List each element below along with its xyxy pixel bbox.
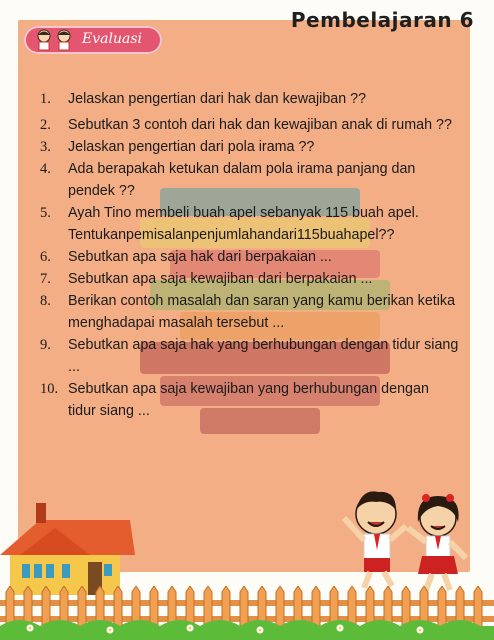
question-item — [40, 88, 460, 110]
question-text: Sebutkan apa saja kewajiban dari berpakaian ... — [68, 271, 373, 287]
kids-icon — [338, 476, 478, 596]
question-item — [40, 202, 460, 246]
question-number: 5. — [40, 205, 51, 221]
question-text: Ayah Tino membeli buah apel sebanyak 115 buah apel. Tentukanpemisalanpenjumlahandari115buahapel?? — [68, 205, 419, 243]
question-item — [40, 290, 460, 334]
house-icon — [0, 500, 140, 600]
question-number: 1. — [40, 91, 51, 107]
question-item — [40, 136, 460, 158]
tag-label: Evaluasi — [82, 31, 142, 47]
question-text: Jelaskan pengertian dari hak dan kewajiban ?? — [68, 91, 367, 107]
question-item — [40, 114, 460, 136]
question-item — [40, 158, 460, 202]
question-number: 9. — [40, 337, 51, 353]
question-text: Sebutkan apa saja kewajiban yang berhubungan dengan tidur siang ... — [68, 381, 429, 419]
question-item — [40, 378, 460, 422]
page-title: Pembelajaran 6 — [290, 8, 474, 32]
question-text: Berikan contoh masalah dan saran yang kamu berikan ketika menghadapai masalah tersebut ... — [68, 293, 456, 331]
question-number: 4. — [40, 161, 51, 177]
question-number: 6. — [40, 249, 51, 265]
children-icon — [32, 28, 78, 52]
question-item — [40, 268, 460, 290]
question-number: 10. — [40, 381, 59, 397]
question-number: 2. — [40, 117, 51, 133]
question-text: Sebutkan 3 contoh dari hak dan kewajiban anak di rumah ?? — [68, 117, 452, 133]
question-number: 7. — [40, 271, 51, 287]
question-text: Sebutkan apa saja hak yang berhubungan dengan tidur siang ... — [68, 337, 459, 375]
question-text: Sebutkan apa saja hak dari berpakaian ... — [68, 249, 332, 265]
question-item — [40, 334, 460, 378]
question-item — [40, 246, 460, 268]
question-number: 8. — [40, 293, 51, 309]
evaluasi-tag — [24, 26, 162, 54]
question-number: 3. — [40, 139, 51, 155]
fence-flowers-icon — [0, 586, 494, 640]
question-text: Jelaskan pengertian dari pola irama ?? — [68, 139, 315, 155]
question-list — [40, 88, 460, 422]
question-text: Ada berapakah ketukan dalam pola irama panjang dan pendek ?? — [68, 161, 416, 199]
